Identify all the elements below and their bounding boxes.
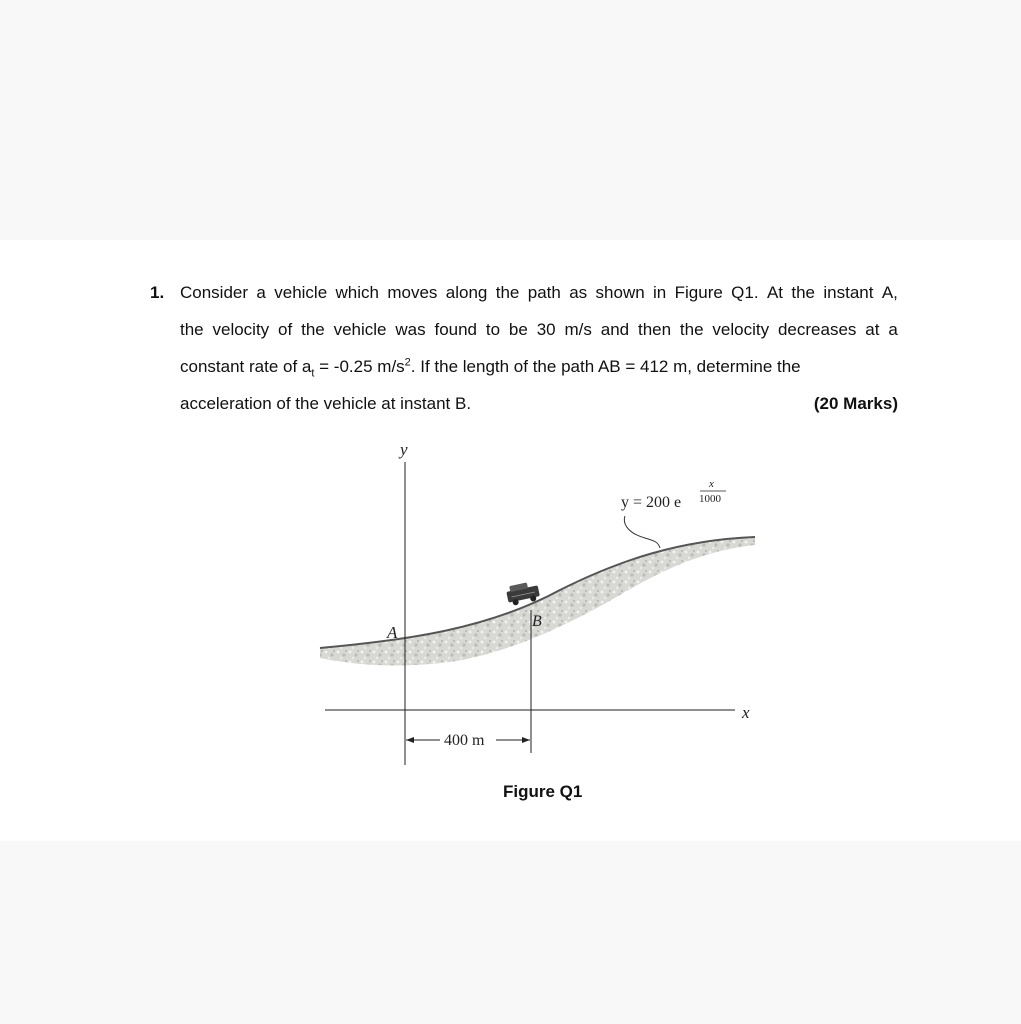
question-word: be: [508, 320, 528, 339]
question-word: the: [791, 283, 815, 302]
question-number: 1.: [150, 283, 165, 302]
question-word: velocity: [712, 320, 770, 339]
question-word: was: [395, 320, 426, 339]
question-word: in: [653, 283, 667, 302]
question-word: a: [888, 320, 898, 339]
question-word: Figure: [674, 283, 723, 302]
question-word: the: [679, 320, 704, 339]
figure-q1-diagram: [300, 430, 770, 770]
question-word: the: [301, 320, 325, 339]
figure-caption: Figure Q1: [503, 782, 583, 801]
question-word: then: [637, 320, 672, 339]
x-axis-label: x: [742, 703, 750, 722]
question-word: vehicle: [333, 320, 387, 339]
question-word: at: [865, 320, 880, 339]
question-word: Q1.: [731, 283, 759, 302]
question-word: velocity: [212, 320, 270, 339]
arrowhead-right: [522, 737, 530, 743]
equation-leader-line: [624, 516, 660, 548]
exponent-numerator: x: [709, 478, 714, 490]
exponent-denominator: 1000: [699, 493, 721, 505]
line3-text-c: . If the length of the path AB = 412 m, determine the: [410, 357, 801, 376]
line3-subscript: t: [311, 367, 315, 380]
y-axis-label: y: [400, 440, 408, 459]
point-a-label: A: [387, 623, 398, 642]
question-word: as: [569, 283, 588, 302]
question-word: found: [434, 320, 478, 339]
point-b-label: B: [532, 613, 542, 630]
question-word: a: [256, 283, 266, 302]
question-word: the: [495, 283, 520, 302]
question-word: At: [766, 283, 783, 302]
question-word: m/s: [564, 320, 592, 339]
question-word: vehicle: [274, 283, 328, 302]
question-word: moves: [387, 283, 438, 302]
question-word: 30: [536, 320, 556, 339]
question-line-1: [180, 283, 898, 303]
question-word: which: [335, 283, 379, 302]
line3-text-a: constant rate of a: [180, 357, 312, 376]
question-line-2: [180, 320, 898, 340]
question-word: along: [445, 283, 488, 302]
question-word: and: [600, 320, 630, 339]
question-word: shown: [595, 283, 645, 302]
question-word: instant: [823, 283, 874, 302]
question-word: of: [278, 320, 293, 339]
question-word: Consider: [180, 283, 249, 302]
question-line-4: acceleration of the vehicle at instant B.: [180, 394, 472, 413]
dimension-label: 400 m: [444, 732, 485, 749]
question-word: A,: [881, 283, 898, 302]
question-word: to: [485, 320, 501, 339]
question-word: path: [527, 283, 561, 302]
curve-equation: y = 200 e: [621, 494, 682, 511]
marks-label: (20 Marks): [813, 394, 898, 413]
line3-superscript: 2: [404, 356, 411, 369]
arrowhead-left: [406, 737, 414, 743]
line3-text-b: = -0.25 m/s: [314, 357, 405, 376]
question-word: decreases: [777, 320, 857, 339]
question-line-3: [180, 356, 898, 380]
question-word: the: [180, 320, 204, 339]
